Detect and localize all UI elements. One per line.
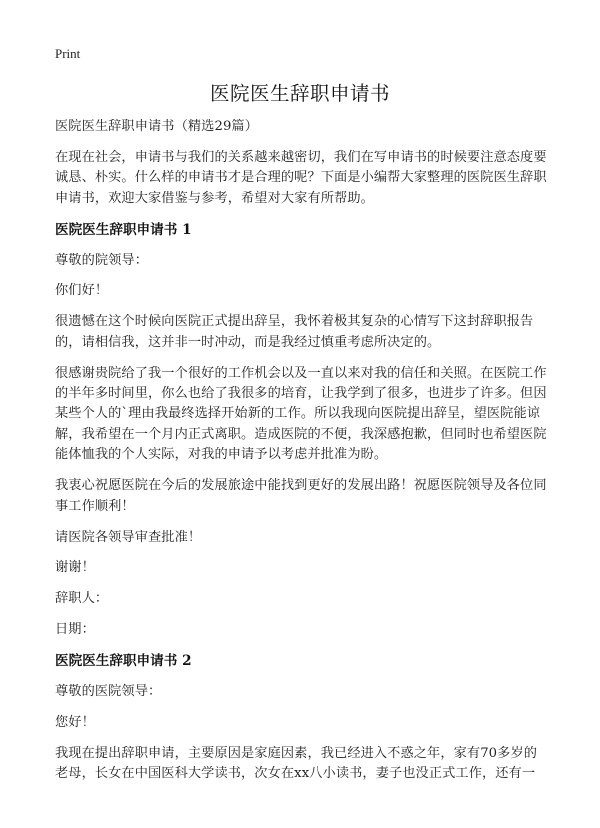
paragraph: 辞职人： bbox=[55, 591, 109, 607]
paragraph: 我衷心祝愿医院在今后的发展旅途中能找到更好的发展出路！祝愿医院领导及各位同事工作顺利！ bbox=[55, 478, 547, 514]
paragraph: 我现在提出辞职申请，主要原因是家庭因素，我已经进入不惑之年，家有70多岁的老母，长女在中国医科大学读书，次女在xx八小读书，妻子也没正式工作，还有一 bbox=[55, 745, 538, 782]
paragraph: 谢谢！ bbox=[55, 560, 95, 576]
paragraph: 日期： bbox=[55, 622, 95, 638]
paragraph: 您好！ bbox=[55, 714, 95, 730]
paragraph: 医院医生辞职申请书（精选29篇） bbox=[55, 119, 259, 134]
paragraph: 在现在社会，申请书与我们的关系越来越密切，我们在写申请书的时候要注意态度要诚恳、朴实。什么样的申请书才是合理的呢？下面是小编帮大家整理的医院医生辞职申请书，欢迎大家借鉴与参考，希望对大家有所帮助。 bbox=[55, 149, 547, 206]
page-title: 医院医生辞职申请书 bbox=[209, 82, 390, 105]
paragraph: 很遗憾在这个时候向医院正式提出辞呈，我怀着极其复杂的心情写下这封辞职报告的，请相信我，这并非一时冲动，而是我经过慎重考虑所决定的。 bbox=[55, 314, 534, 350]
paragraph: 你们好！ bbox=[55, 283, 109, 299]
paragraph: 尊敬的院领导： bbox=[55, 252, 149, 268]
print-link[interactable]: Print bbox=[55, 46, 81, 61]
paragraph: 尊敬的医院领导： bbox=[55, 684, 162, 700]
paragraph: 请医院各领导审查批准！ bbox=[55, 529, 202, 545]
paragraph: 很感谢贵院给了我一个很好的工作机会以及一直以来对我的信任和关照。在医院工作的半年多时间里，你么也给了我很多的培育，让我学到了很多，也进步了许多。但因某些个人的`理由我最终选择开始新的工作。所以我现向医院提出辞呈，望医院能谅解，我希望在一个月内正式离职。造成医院的不便，我深感抱歉，但同时也希望医院能体恤我的个人实际，对我的申请予以考虑并批准为盼。 bbox=[55, 365, 547, 463]
document-body bbox=[55, 117, 548, 795]
section-heading: 医院医生辞职申请书 2 bbox=[55, 653, 192, 670]
section-heading: 医院医生辞职申请书 1 bbox=[55, 221, 192, 238]
